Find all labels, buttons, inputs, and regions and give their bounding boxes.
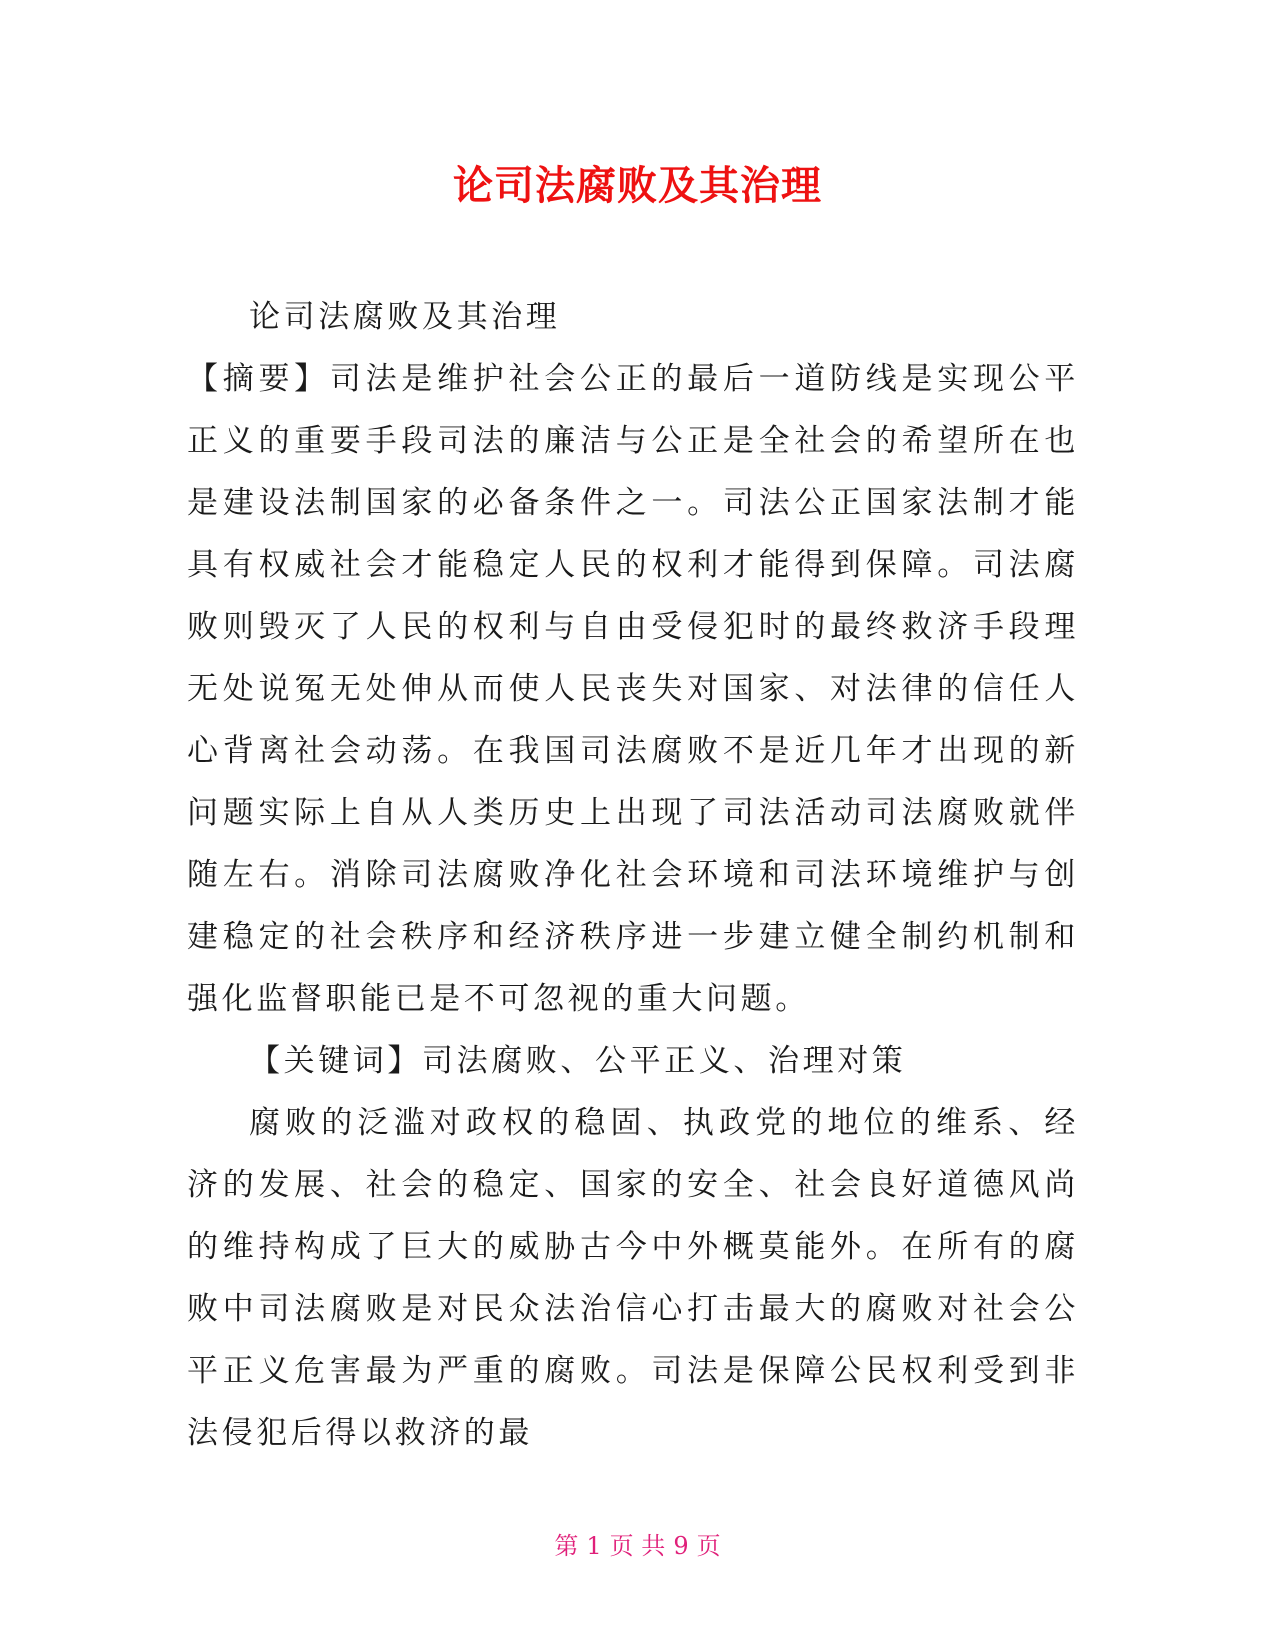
footer-middle: 页 共 (609, 1532, 666, 1560)
document-title: 论司法腐败及其治理 (453, 163, 822, 209)
document-body (187, 286, 1079, 1464)
footer-suffix: 页 (696, 1532, 721, 1560)
keywords-paragraph: 【关键词】司法腐败、公平正义、治理对策 (249, 1043, 907, 1079)
page-footer (0, 1530, 1275, 1562)
subtitle: 论司法腐败及其治理 (249, 299, 561, 335)
footer-total-pages: 9 (673, 1532, 689, 1560)
body-paragraph: 腐败的泛滥对政权的稳固、执政党的地位的维系、经济的发展、社会的稳定、国家的安全、社会良好道德风尚的维持构成了巨大的威胁古今中外概莫能外。在所有的腐败中司法腐败是对民众法治信心打击最大的腐败对社会公平正义危害最为严重的腐败。司法是保障公民权利受到非法侵犯后得以救济的最 (187, 1105, 1079, 1451)
footer-prefix: 第 (554, 1532, 579, 1560)
abstract-paragraph: 【摘要】司法是维护社会公正的最后一道防线是实现公平正义的重要手段司法的廉洁与公正是全社会的希望所在也是建设法制国家的必备条件之一。司法公正国家法制才能具有权威社会才能稳定人民的权利才能得到保障。司法腐败则毁灭了人民的权利与自由受侵犯时的最终救济手段理无处说冤无处伸从而使人民丧失对国家、对法律的信任人心背离社会动荡。在我国司法腐败不是近几年才出现的新问题实际上自从人类历史上出现了司法活动司法腐败就伴随左右。消除司法腐败净化社会环境和司法环境维护与创建稳定的社会秩序和经济秩序进一步建立健全制约机制和强化监督职能已是不可忽视的重大问题。 (187, 361, 1079, 1017)
footer-page-number: 1 (586, 1532, 602, 1560)
